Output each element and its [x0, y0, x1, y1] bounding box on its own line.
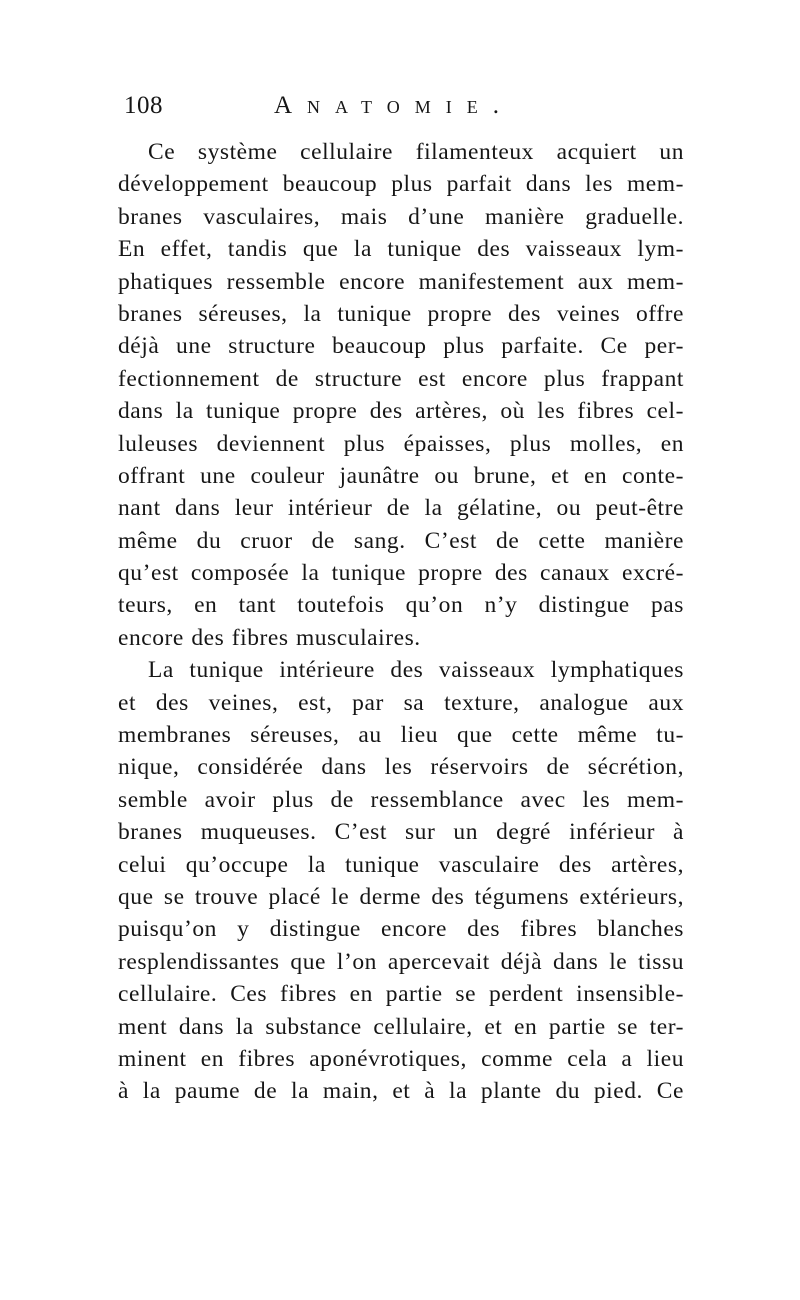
text-line: dans la tunique propre des artères, où les fibres cel-	[118, 398, 684, 425]
text-line: branes vasculaires, mais d’une manière graduelle.	[118, 203, 684, 230]
text-line: puisqu’on y distingue encore des fibres blanches	[118, 916, 684, 943]
text-line: à la paume de la main, et à la plante du pied. Ce	[118, 1078, 684, 1105]
text-line: branes muqueuses. C’est sur un degré inférieur à	[118, 819, 684, 846]
page-header	[116, 88, 696, 124]
text-line: ment dans la substance cellulaire, et en partie se ter-	[118, 1013, 684, 1040]
text-line: branes séreuses, la tunique propre des veines offre	[118, 300, 684, 327]
text-line: En effet, tandis que la tunique des vaisseaux lym-	[118, 236, 684, 263]
text-line: resplendissantes que l’on apercevait déjà dans le tissu	[118, 948, 684, 975]
text-line: même du cruor de sang. C’est de cette manière	[118, 527, 684, 554]
text-line: et des veines, est, par sa texture, analogue aux	[118, 689, 684, 716]
paragraph	[118, 654, 684, 1107]
text-line: luleuses deviennent plus épaisses, plus molles, en	[118, 430, 684, 457]
text-line: qu’est composée la tunique propre des canaux excré-	[118, 560, 684, 587]
text-line: La tunique intérieure des vaisseaux lymphatiques	[148, 657, 684, 684]
text-line: que se trouve placé le derme des tégumens extérieurs,	[118, 883, 684, 910]
running-title: Anatomie.	[274, 92, 514, 119]
text-line: Ce système cellulaire filamenteux acquiert un	[148, 139, 684, 165]
text-line: nique, considérée dans les réservoirs de sécrétion,	[118, 754, 684, 781]
text-line: encore des fibres musculaires.	[118, 624, 421, 651]
text-line: déjà une structure beaucoup plus parfaite. Ce per-	[118, 333, 684, 360]
text-line: nant dans leur intérieur de la gélatine, ou peut-être	[118, 495, 684, 522]
text-line: celui qu’occupe la tunique vasculaire des artères,	[118, 851, 684, 878]
text-line: phatiques ressemble encore manifestement aux mem-	[118, 268, 684, 295]
body-text	[118, 136, 684, 1108]
paragraph	[118, 136, 684, 654]
text-line: cellulaire. Ces fibres en partie se perdent insensible-	[118, 981, 684, 1008]
text-line: fectionnement de structure est encore plus frappant	[118, 365, 684, 392]
text-line: minent en fibres aponévrotiques, comme cela a lieu	[118, 1045, 684, 1072]
text-line: développement beaucoup plus parfait dans les mem-	[118, 171, 684, 198]
page-number: 108	[124, 92, 163, 119]
text-line: semble avoir plus de ressemblance avec les mem-	[118, 786, 684, 813]
text-line: teurs, en tant toutefois qu’on n’y distingue pas	[118, 592, 684, 619]
text-line: membranes séreuses, au lieu que cette même tu-	[118, 722, 684, 749]
text-line: offrant une couleur jaunâtre ou brune, et en conte-	[118, 462, 684, 489]
